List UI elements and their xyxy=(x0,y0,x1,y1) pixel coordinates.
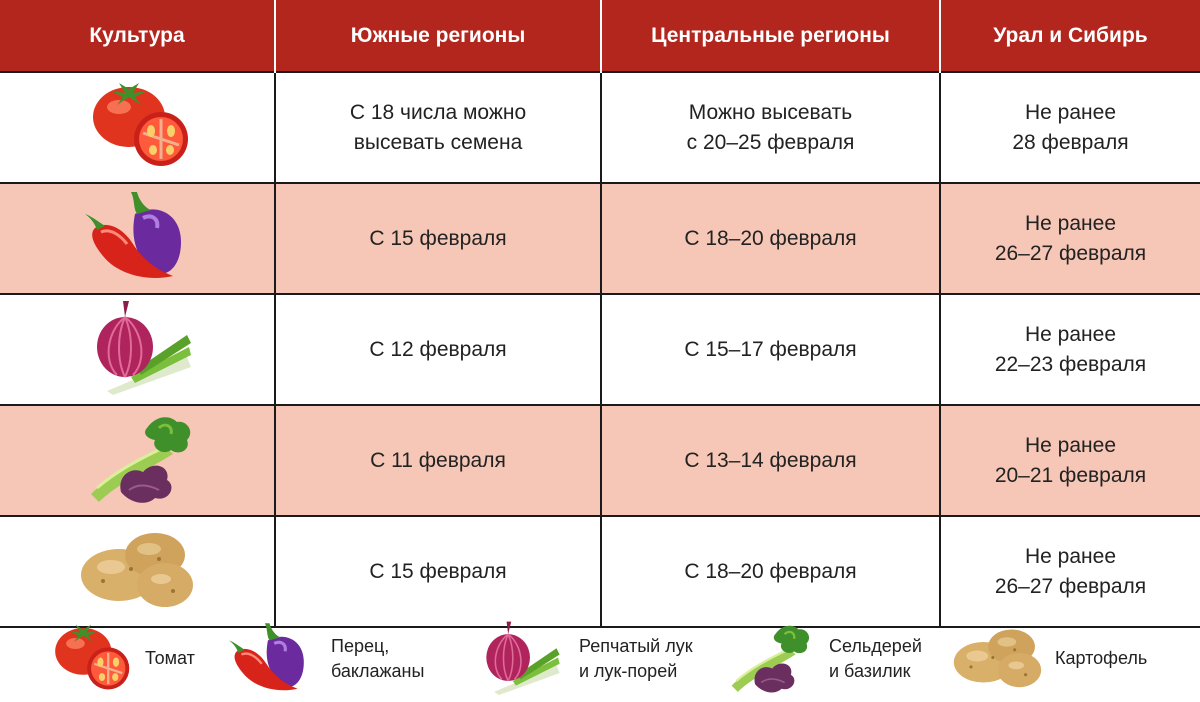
table-row xyxy=(0,405,1200,516)
onion-leek-icon xyxy=(470,617,565,700)
crop-cell xyxy=(0,516,275,627)
ural-cell xyxy=(940,183,1200,294)
central-cell xyxy=(601,72,940,183)
legend-label xyxy=(829,634,922,684)
tomato-icon xyxy=(77,73,197,182)
onion-leek-icon xyxy=(77,295,197,404)
ural-cell xyxy=(940,294,1200,405)
ural-cell xyxy=(940,516,1200,627)
legend-item-potato xyxy=(950,615,1147,702)
table-header-row xyxy=(0,0,1200,72)
cell-line: Не ранее xyxy=(1025,100,1116,124)
cell-line: Не ранее xyxy=(1025,544,1116,568)
legend-label xyxy=(331,634,424,684)
cell-line: С 13–14 февраля xyxy=(684,448,857,472)
legend-line: Сельдерей xyxy=(829,635,922,656)
table-row xyxy=(0,294,1200,405)
legend-item-tomato xyxy=(42,615,195,702)
crop-cell xyxy=(0,72,275,183)
legend-line: и лук-порей xyxy=(579,660,678,681)
crop-cell xyxy=(0,294,275,405)
header-south: Южные регионы xyxy=(275,0,601,72)
cell-line: 28 февраля xyxy=(1012,130,1129,154)
header-central: Центральные регионы xyxy=(601,0,940,72)
south-cell xyxy=(275,405,601,516)
ural-cell xyxy=(940,405,1200,516)
legend-label xyxy=(579,634,693,684)
legend-line: Перец, xyxy=(331,635,390,656)
cell-line: С 15 февраля xyxy=(369,559,507,583)
legend-line: Томат xyxy=(145,648,195,668)
tomato-icon xyxy=(42,617,137,700)
cell-line: с 20–25 февраля xyxy=(686,130,855,154)
cell-line: С 15 февраля xyxy=(369,226,507,250)
central-cell xyxy=(601,405,940,516)
table-row xyxy=(0,183,1200,294)
legend-item-pepper xyxy=(222,615,424,702)
south-cell xyxy=(275,294,601,405)
central-cell xyxy=(601,294,940,405)
pepper-eggplant-icon xyxy=(222,617,317,700)
cell-line: 20–21 февраля xyxy=(994,463,1147,487)
cell-line: 26–27 февраля xyxy=(994,241,1147,265)
celery-basil-icon xyxy=(77,406,197,515)
cell-line: С 12 февраля xyxy=(369,337,507,361)
central-cell xyxy=(601,183,940,294)
legend-item-onion xyxy=(470,615,693,702)
table-row xyxy=(0,72,1200,183)
cell-line: Не ранее xyxy=(1025,211,1116,235)
legend-label xyxy=(1055,646,1147,671)
legend-line: и базилик xyxy=(829,660,911,681)
legend-item-celery xyxy=(720,615,922,702)
cell-line: С 18 числа можно xyxy=(349,100,527,124)
south-cell xyxy=(275,516,601,627)
celery-basil-icon xyxy=(720,617,815,700)
crop-cell xyxy=(0,405,275,516)
table-row xyxy=(0,516,1200,627)
legend-line: Картофель xyxy=(1055,648,1148,668)
cell-line: С 18–20 февраля xyxy=(684,559,857,583)
central-cell xyxy=(601,516,940,627)
cell-line: 26–27 февраля xyxy=(994,574,1147,598)
cell-line: Можно высевать xyxy=(688,100,853,124)
legend-line: баклажаны xyxy=(331,660,425,681)
ural-cell xyxy=(940,72,1200,183)
crop-cell xyxy=(0,183,275,294)
potato-icon xyxy=(77,517,197,626)
header-ural: Урал и Сибирь xyxy=(940,0,1200,72)
cell-line: С 11 февраля xyxy=(370,448,506,472)
pepper-eggplant-icon xyxy=(77,184,197,293)
legend-line: Репчатый лук xyxy=(579,635,693,656)
cell-line: С 18–20 февраля xyxy=(684,226,857,250)
south-cell xyxy=(275,183,601,294)
cell-line: 22–23 февраля xyxy=(994,352,1147,376)
potato-icon xyxy=(950,617,1045,700)
cell-line: высевать семена xyxy=(353,130,523,154)
cell-line: С 15–17 февраля xyxy=(684,337,857,361)
south-cell xyxy=(275,72,601,183)
cell-line: Не ранее xyxy=(1025,322,1116,346)
header-crop: Культура xyxy=(0,0,275,72)
cell-line: Не ранее xyxy=(1025,433,1116,457)
legend xyxy=(0,615,1200,702)
legend-label xyxy=(145,646,195,671)
